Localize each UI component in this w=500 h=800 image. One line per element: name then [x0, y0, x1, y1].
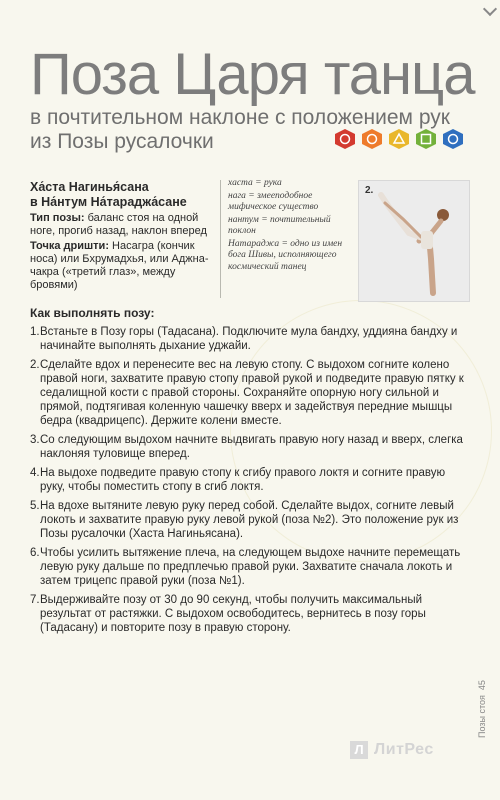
pose-type-value: баланс стоя на одной ноге, прогиб назад, наклон вперед	[30, 212, 207, 237]
drishti-point	[30, 240, 215, 292]
list-item	[30, 499, 470, 541]
list-item	[30, 546, 470, 588]
photo-number: 2.	[365, 185, 374, 196]
glossary-item: Натараджа = одно из имен бога Шивы, исполняющего космический танец	[228, 238, 343, 272]
step-number: 6.	[30, 547, 40, 559]
sanskrit-name-line2: в На́нтум На́тараджа́сане	[30, 195, 187, 209]
section-sidebar	[477, 668, 491, 738]
status-bar	[0, 0, 500, 16]
yellow-chakra-icon	[388, 128, 410, 150]
blue-chakra-icon	[442, 128, 464, 150]
glossary-item: хаста = рука	[228, 178, 282, 188]
glossary-item: нантум = почтительный поклон	[228, 214, 331, 236]
step-text: Сделайте вдох и перенесите вес на левую стопу. С выдохом согните колено правой ноги, захватите правую стопу правой рукой и подведите правую пятку к седалищной кости с правой стороны. Сохраняйте опорную ногу сильной и прямой, подтягивая коленную чашечку вверх и задействуя передние мышцы бедра (квадрицепс). Держите колени вместе.	[40, 359, 464, 427]
step-text: Встаньте в Позу горы (Тадасана). Подключите мула бандху, уддияна бандху и начинайте выполнять дыхание уджайи.	[40, 326, 458, 352]
litres-watermark	[350, 738, 470, 762]
chakra-icons	[334, 128, 464, 150]
step-number: 3.	[30, 434, 40, 446]
step-number: 5.	[30, 500, 40, 512]
page-title: Поза Царя танца	[30, 42, 475, 107]
chevron-icon[interactable]	[483, 2, 497, 16]
step-text: На вдохе вытяните левую руку перед собой. Сделайте выдох, согните левый локоть и захватите правую руку левой рукой (поза №2). Это положение рук из Позы русалочки (Хаста Нагиньясана).	[40, 500, 459, 540]
vertical-divider	[220, 180, 221, 298]
pose-type-label: Тип позы:	[30, 212, 85, 224]
list-item	[30, 466, 470, 494]
step-number: 1.	[30, 326, 40, 338]
step-text: На выдохе подведите правую стопу к сгибу правого локтя и согните правую руку, чтобы поместить стопу в сгиб локтя.	[40, 467, 446, 493]
step-text: Выдерживайте позу от 30 до 90 секунд, чтобы получить максимальный результат от растяжки. С выдохом освободитесь, вернитесь в позу горы (Тадасану) и повторите позу в правую сторону.	[40, 594, 426, 634]
page-subtitle: в почтительном наклоне с положением рук из Позы русалочки	[30, 106, 450, 153]
yoga-figure-icon	[359, 181, 469, 301]
section-name: Позы стоя	[477, 695, 487, 738]
litres-logo-icon: Л	[350, 741, 368, 759]
list-item	[30, 433, 470, 461]
list-item	[30, 593, 470, 635]
step-text: Чтобы усилить вытяжение плеча, на следующем выдохе начните перемещать левую руку дальше по предплечью правой руки. Захватите сначала локоть и затем трицепс правой руки (поза №1).	[40, 547, 461, 587]
orange-chakra-icon	[361, 128, 383, 150]
drishti-value: Насагра (кончик носа) или Бхрумадхья, или Аджна-чакра («третий глаз», между бровями)	[30, 240, 209, 291]
step-text: Со следующим выдохом начните выдвигать правую ногу назад и вверх, слегка наклоняя туловище вперед.	[40, 434, 463, 460]
pose-info	[30, 180, 215, 292]
litres-text: ЛитРес	[374, 741, 434, 758]
glossary	[228, 178, 358, 274]
list-item	[30, 358, 470, 428]
red-chakra-icon	[334, 128, 356, 150]
step-number: 4.	[30, 467, 40, 479]
glossary-item: нага = змееподобное мифическое существо	[228, 190, 319, 212]
instructions	[30, 306, 470, 640]
step-number: 7.	[30, 594, 40, 606]
step-number: 2.	[30, 359, 40, 371]
instructions-header: Как выполнять позу:	[30, 306, 155, 320]
page-number: 45	[477, 680, 487, 691]
pose-photo	[358, 180, 470, 302]
sanskrit-name-line1: Ха́ста Нагинья́сана	[30, 180, 149, 194]
pose-type	[30, 212, 215, 238]
drishti-label: Точка дришти:	[30, 240, 109, 252]
list-item	[30, 325, 470, 353]
green-chakra-icon	[415, 128, 437, 150]
